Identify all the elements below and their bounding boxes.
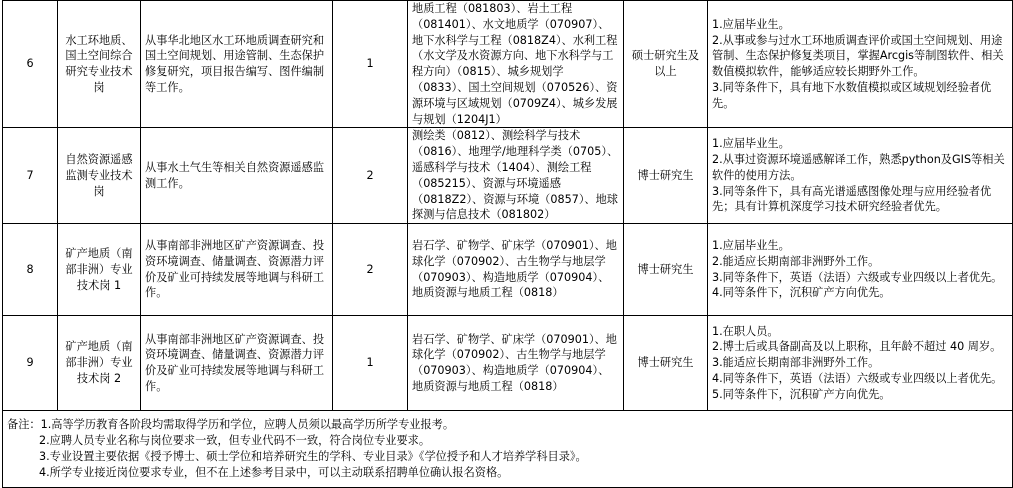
position-duty: 从事南部非洲地区矿产资源调查、投资环境调查、储量调查、资源潜力评价及矿业可持续发展等地调与科研工作。 [141,316,333,411]
other-requirements [708,224,1013,316]
requirement-item: 5.同等条件下，沉积矿产方向优先。 [712,387,891,401]
position-name: 矿产地质（南部非洲）专业技术岗 2 [58,316,141,411]
requirement-item: 3.同等条件下，英语（法语）六级或专业四级以上者优先。 [712,270,1003,284]
notes-row [3,411,1013,488]
position-name: 矿产地质（南部非洲）专业技术岗 1 [58,224,141,316]
note-item: 1.高等学历教育各阶段均需取得学历和学位，应聘人员须以最高学历所学专业报考。 [40,418,455,432]
education-requirement: 博士研究生 [624,128,708,224]
major-requirement: 岩石学、矿物学、矿床学（070901）、地球化学（070902）、古生物学与地层学（070903）、构造地质学（070904）、地质资源与地质工程（0818） [408,224,624,316]
requirement-item: 2.博士后或具备副高及以上职称，且年龄不超过 40 周岁。 [712,340,1002,354]
requirement-item: 1.应届毕业生。 [712,17,790,31]
note-item: 3.专业设置主要依据《授予博士、硕士学位和培养研究生的学科、专业目录》《学位授予和人才培养学科目录》。 [39,450,587,464]
requirement-item: 3.同等条件下，具有地下水数值模拟或区域规划经验者优先。 [712,80,992,110]
requirement-item: 2.能适应长期南部非洲野外工作。 [712,254,880,268]
position-name: 水工环地质、国土空间综合研究专业技术岗 [58,1,141,128]
requirement-item: 1.应届毕业生。 [712,239,790,253]
position-name: 自然资源遥感监测专业技术岗 [58,128,141,224]
major-requirement: 测绘类（0812）、测绘科学与技术（0816）、地理学/地理科学类（0705）、遥感科学与技术（1404）、测绘工程（085215）、资源与环境遥感（0818Z2）、资源与环境（0857）、地球探测与信息技术（081802） [408,128,624,224]
note-item: 2.应聘人员专业名称与岗位要求一致，但专业代码不一致，符合岗位专业要求。 [39,434,431,448]
table-row [3,1,1013,128]
major-requirement: 地质工程（081803）、岩土工程（081401）、水文地质学（070907）、地下水科学与工程（0818Z4）、水利工程（水文学及水资源方向、地下水科学与工程方向）（0815）、城乡规划学（0833）、国土空间规划（070526）、资源环境与区域规划（0709Z4）、城乡发展与规划（1204J1） [408,1,624,128]
education-requirement: 博士研究生 [624,316,708,411]
major-requirement: 岩石学、矿物学、矿床学（070901）、地球化学（070902）、古生物学与地层学（070903）、构造地质学（070904）、地质资源与地质工程（0818） [408,316,624,411]
requirement-item: 2.从事或参与过水工环地质调查评价或国土空间规划、用途管制、生态保护修复类项目，掌握Arcgis等制图软件、相关数值模拟软件，能够适应较长期野外工作。 [712,33,1004,79]
other-requirements [708,1,1013,128]
position-duty: 从事南部非洲地区矿产资源调查、投资环境调查、储量调查、资源潜力评价及矿业可持续发展等地调与科研工作。 [141,224,333,316]
table-row [3,128,1013,224]
other-requirements [708,128,1013,224]
table-row [3,224,1013,316]
notes-label: 备注： [7,418,41,432]
hiring-count: 1 [333,316,408,411]
requirement-item: 4.同等条件下，英语（法语）六级或专业四级以上者优先。 [712,372,1003,386]
position-duty: 从事华北地区水工环地质调查研究和国土空间规划、用途管制、生态保护修复研究，项目报告编写、图件编制等工作。 [141,1,333,128]
position-number: 8 [3,224,58,316]
hiring-count: 2 [333,128,408,224]
education-requirement: 硕士研究生及以上 [624,1,708,128]
position-duty: 从事水土气生等相关自然资源遥感监测工作。 [141,128,333,224]
note-item: 4.所学专业接近岗位要求专业，但不在上述参考目录中，可以主动联系招聘单位确认报名资格。 [39,466,509,480]
requirement-item: 1.应届毕业生。 [712,137,790,151]
hiring-count: 1 [333,1,408,128]
requirement-item: 2.从事过资源环境遥感解译工作，熟悉python及GIS等相关软件的使用方法。 [712,153,1005,182]
requirement-item: 3.能适应长期南部非洲野外工作。 [712,356,880,370]
hiring-count: 2 [333,224,408,316]
table-row [3,316,1013,411]
position-number: 6 [3,1,58,128]
requirement-item: 4.同等条件下，沉积矿产方向优先。 [712,286,891,300]
requirement-item: 3.同等条件下，具有高光谱遥感图像处理与应用经验者优先；具有计算机深度学习技术研究经验者优先。 [712,184,992,214]
position-number: 9 [3,316,58,411]
requirement-item: 1.在职人员。 [712,324,779,338]
position-number: 7 [3,128,58,224]
education-requirement: 博士研究生 [624,224,708,316]
other-requirements [708,316,1013,411]
job-positions-table [2,0,1013,488]
notes-section [3,411,1013,488]
note-line [7,417,1008,433]
